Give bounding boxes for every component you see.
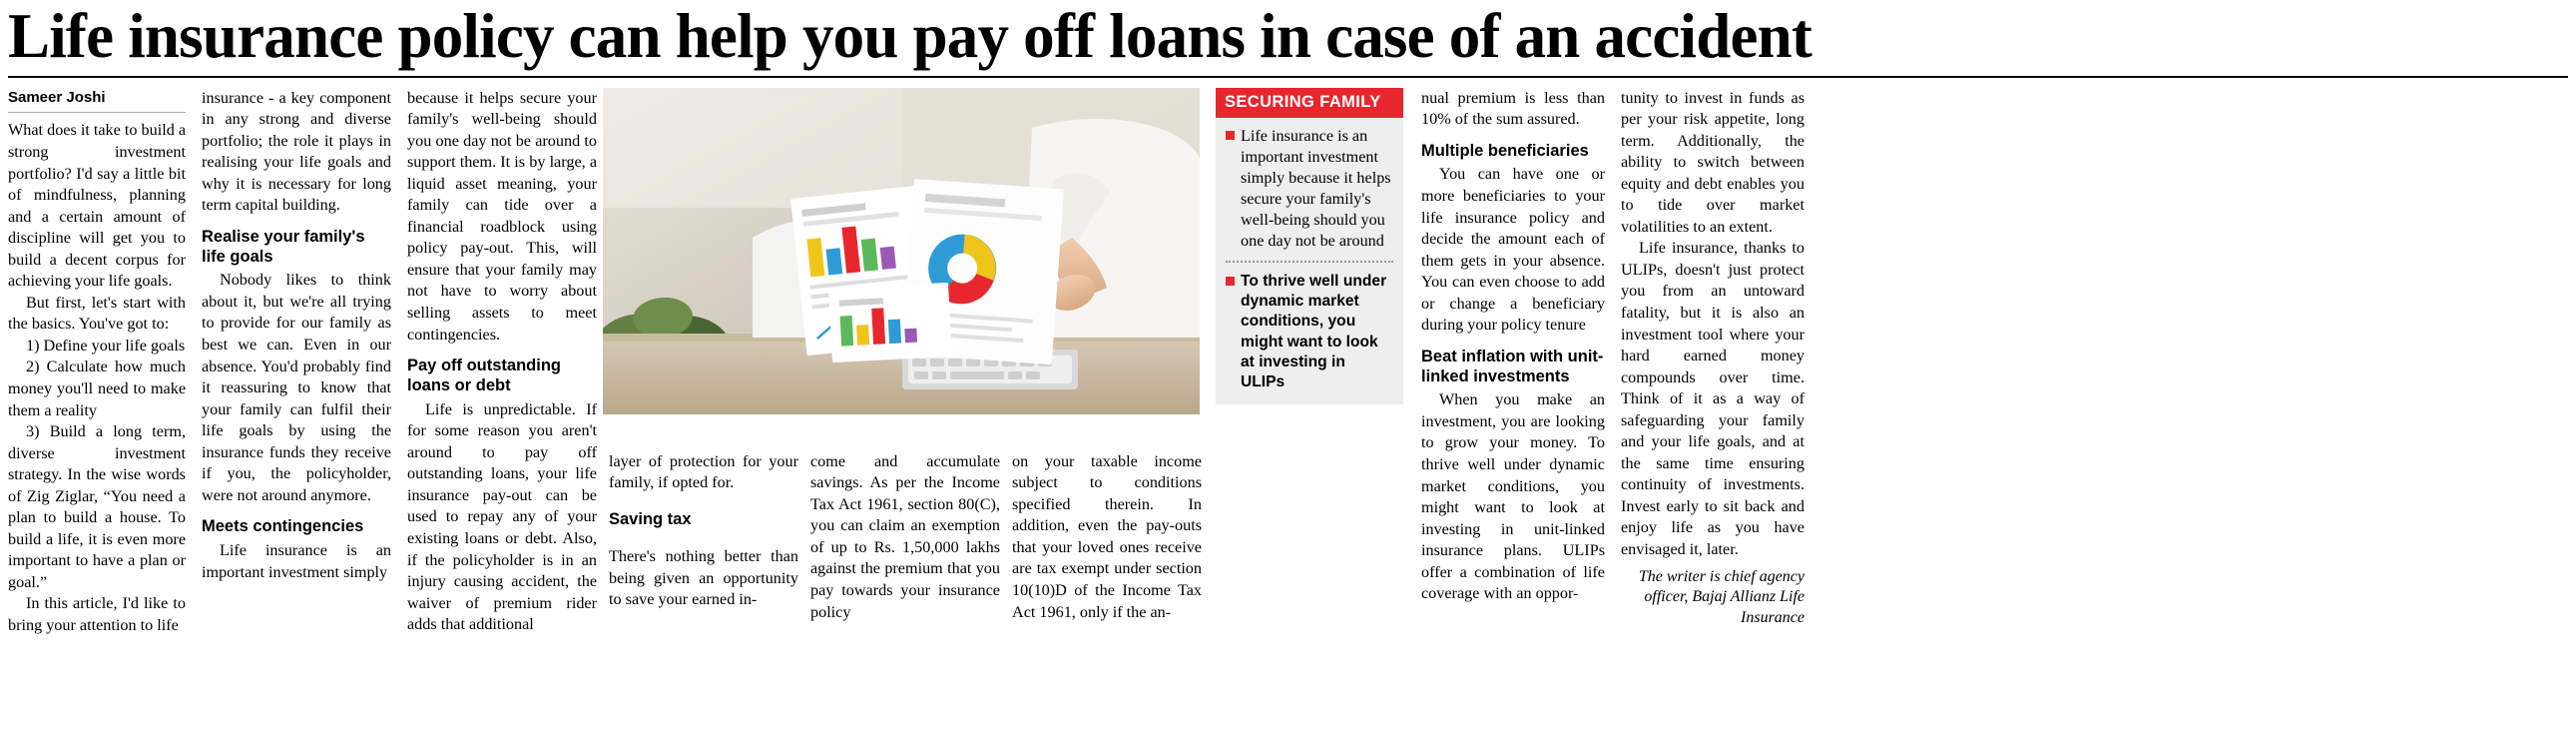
pull-quote-divider <box>1226 261 1393 263</box>
list-item: 2) Calculate how much money you'll need to make them a reality <box>8 358 186 419</box>
section-heading: Realise your family's life goals <box>202 227 365 266</box>
pull-quote-banner: SECURING FAMILY <box>1216 88 1403 118</box>
column-6-lower <box>1012 435 1202 640</box>
square-bullet-icon <box>1226 277 1235 286</box>
paragraph: Life insurance, thanks to ULIPs, doesn't just protect you from an untoward fatality, but it is also an investment tool where your hard earned money compounds over time. Think of it as a way of safeguarding your family and your life goals, and at the same time ensuring continuity of investments. Invest early to sit back and enjoy life as you have envisaged it, later. <box>1621 239 1804 558</box>
photo-illustration <box>603 88 1200 414</box>
paragraph: come and accumulate savings. As per the Income Tax Act 1961, section 80(C), you can claim an exemption of up to Rs. 1,50,000 lakhs against the premium that you pay towards your insurance policy <box>810 451 1000 621</box>
byline: Sameer Joshi <box>8 88 106 106</box>
paragraph: But first, let's start with the basics. You've got to: <box>8 293 186 334</box>
article-columns <box>0 88 2576 707</box>
paragraph: tunity to invest in funds as per your risk appetite, long term. Additionally, the ability to switch between equity and debt enables you to tide over market volatilities to an extent. <box>1621 88 1804 236</box>
paragraph: because it helps secure your family's well-being should you one day not be around to support them. It is by large, a liquid asset meaning, your family can tide over a financial roadblock using policy pay-out. This, will ensure that your family may not have to worry about selling assets to meet contingencies. <box>407 88 597 344</box>
paragraph: layer of protection for your family, if opted for. <box>609 451 798 492</box>
column-3 <box>407 88 597 636</box>
column-4-lower <box>609 435 798 627</box>
author-signoff: The writer is chief agency officer, Bajaj Allianz Life Insurance <box>1638 567 1804 627</box>
section-heading: Multiple beneficiaries <box>1421 141 1589 160</box>
byline-divider <box>8 112 186 113</box>
pull-quote-box <box>1216 88 1403 405</box>
column-1 <box>8 88 186 637</box>
paragraph: Life insurance is an important investment simply <box>202 541 391 581</box>
column-8 <box>1621 88 1804 629</box>
paragraph: You can have one or more beneficiaries to your life insurance policy and decide the amount each of them gets in your absence. You can even choose to add or change a beneficiary during your policy tenure <box>1421 165 1605 335</box>
paragraph: Life is unpredictable. If for some reason you aren't around to pay off outstanding loans, your life insurance pay-out can be used to repay any of your existing loans or debt. Also, if the policyholder is in an injury causing accident, the waiver of premium rider adds that additional <box>407 399 597 634</box>
page-title: Life insurance policy can help you pay off loans in case of an accident <box>8 1 1812 71</box>
section-heading: Saving tax <box>609 509 692 528</box>
column-2 <box>202 88 391 584</box>
paragraph: insurance - a key component in any strong and diverse portfolio; the role it plays in realising your life goals and why it is necessary for long term capital building. <box>202 88 391 215</box>
column-5-lower <box>810 435 1000 640</box>
pull-quote-text: Life insurance is an important investment simply because it helps secure your family's well-being should you one day not be around <box>1241 126 1391 250</box>
section-heading: Pay off outstanding loans or debt <box>407 357 561 394</box>
paragraph: Nobody likes to think about it, but we're all trying to provide for our family as best we can. Even in our absence. You'd probably find it reassuring to know that your family can fulfil their life goals by using the insurance funds they receive if you, the policyholder, were not around anymore. <box>202 271 391 504</box>
list-item: 3) Build a long term, diverse investment strategy. In the wise words of Zig Ziglar, “You need a plan to build a house. To build a life, it is even more important to have a plan or goal.” <box>8 422 186 591</box>
section-heading: Beat inflation with unit-linked investments <box>1421 347 1604 385</box>
pull-quote-text: To thrive well under dynamic market conditions, you might want to look at investing in ULIPs <box>1241 272 1387 391</box>
section-heading: Meets contingencies <box>202 517 364 536</box>
paragraph: When you make an investment, you are looking to grow your money. To thrive well under dynamic market conditions, you might want to look at investing in unit-linked insurance plans. ULIPs offer a combination of life coverage with an oppor- <box>1421 390 1605 603</box>
paragraph: There's nothing better than being given an opportunity to save your earned in- <box>609 546 798 609</box>
article-photo <box>603 88 1200 414</box>
paragraph: on your taxable income subject to conditions specified therein. In addition, even the pay-outs that your loved ones receive are tax exempt under section 10(10)D of the Income Tax Act 1961, only if the an- <box>1012 451 1202 621</box>
headline-divider <box>8 76 2568 78</box>
pull-quote-item-2 <box>1226 272 1393 393</box>
paragraph: What does it take to build a strong investment portfolio? I'd say a little bit of mindfulness, planning and a certain amount of discipline will get you to build a decent corpus for achieving your life goals. <box>8 121 187 291</box>
column-7 <box>1421 88 1605 605</box>
paragraph: nual premium is less than 10% of the sum assured. <box>1421 88 1605 129</box>
pull-quote-body <box>1216 118 1403 405</box>
pull-quote-item-1 <box>1226 126 1393 252</box>
list-item: 1) Define your life goals <box>26 336 186 355</box>
square-bullet-icon <box>1226 131 1235 140</box>
paragraph: In this article, I'd like to bring your attention to life <box>8 594 186 635</box>
